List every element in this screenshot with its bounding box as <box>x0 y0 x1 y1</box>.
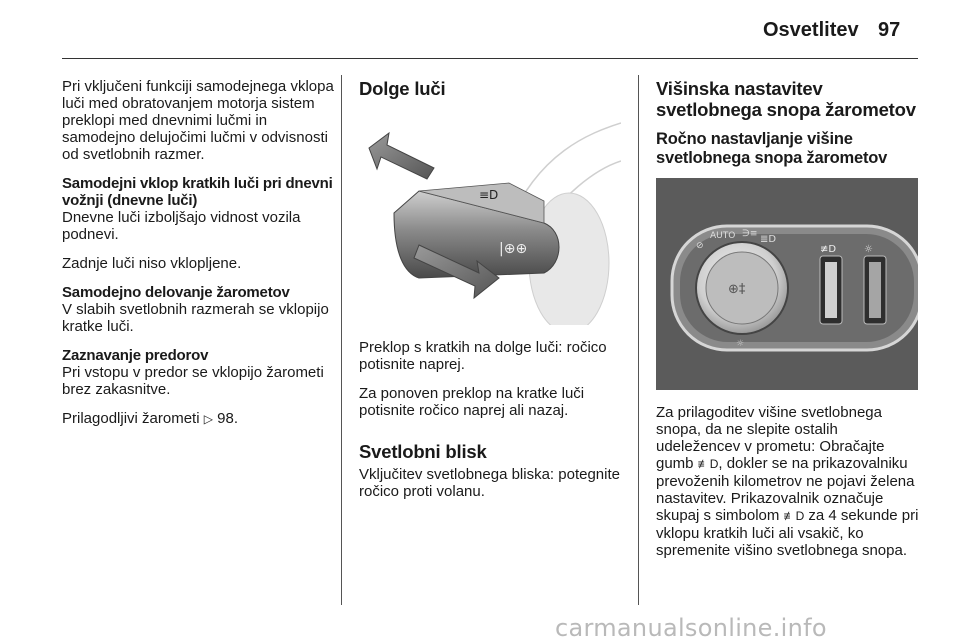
drl-paragraph: Dnevne luči izboljšajo vidnost vozila podnevi. <box>62 209 301 243</box>
headlight-range-paragraph <box>656 404 926 559</box>
range-wheel-highlight <box>825 262 837 318</box>
high-beam-heading: Dolge luči <box>359 78 446 99</box>
tunnel-paragraph: Pri vstopu v predor se vklopijo žarometi brez zakasnitve. <box>62 364 324 398</box>
off-symbol: ⊘ <box>696 241 704 251</box>
page-header <box>0 0 960 62</box>
flash-paragraph: Vključitev svetlobnega bliska: potegnite ročico proti volanu. <box>359 466 620 500</box>
range-text-part-2: , dokler se na prikazovalniku prevoženih kilometrov ne pojavi želena nastavitev. Prikazovalnik označuje skupaj s simbolom <box>656 455 915 524</box>
headlight-level-icon: ≢D <box>697 457 719 471</box>
dimmer-wheel-highlight <box>869 262 881 318</box>
page-title: Osvetlitev <box>763 19 859 41</box>
header-rule <box>62 58 918 59</box>
high-beam-symbol: ≡D <box>479 188 499 202</box>
sun-symbol: ☼ <box>736 339 745 349</box>
auto-paragraph: V slabih svetlobnih razmerah se vklopijo kratke luči. <box>62 301 329 335</box>
column-divider-1 <box>341 75 342 605</box>
intro-paragraph: Pri vključeni funkciji samodejnega vklopa luči med obratovanjem motorja sistem preklopi med dnevnimi lučmi in samodejno delujočimi lučmi v odvisnosti od svetlobnih razmer. <box>62 78 334 163</box>
adaptive-paragraph <box>62 410 334 428</box>
high-beam-stalk-illustration <box>359 113 621 325</box>
column-divider-2 <box>638 75 639 605</box>
flash-heading: Svetlobni blisk <box>359 441 487 462</box>
range-text-part-1: Za prilagoditev višine svetlobnega snopa, da ne slepite ostalih udeležencev v prometu: Obračajte gumb <box>656 404 885 472</box>
headlight-range-heading: Višinska nastavitev svetlobnega snopa žarometov <box>656 78 916 120</box>
column-1 <box>62 78 334 440</box>
watermark: carmanualsonline.info <box>555 614 827 642</box>
high-beam-paragraph-1: Preklop s kratkih na dolge luči: ročico potisnite naprej. <box>359 339 607 373</box>
headlight-level-icon-2: ≢D <box>783 509 805 523</box>
dimmer-symbol: ☼ <box>864 244 873 255</box>
high-beam-paragraph-2: Za ponoven preklop na kratke luči potisnite ročico naprej ali nazaj. <box>359 385 585 419</box>
column-2 <box>359 78 631 512</box>
parking-light-symbol: ∋≡ <box>742 229 758 239</box>
fog-symbols: |⊕⊕ <box>499 241 528 257</box>
light-switch-panel-illustration <box>656 178 918 390</box>
headlight-level-symbol: ≢D <box>820 244 837 255</box>
range-text-part-3: za 4 sekunde pri vklopu kratkih luči ali vsakič, ko spremenite višino svetlobnega snopa. <box>656 507 919 559</box>
drl-rear-paragraph: Zadnje luči niso vklopljene. <box>62 255 242 272</box>
adaptive-text: Prilagodljivi žarometi <box>62 410 200 427</box>
fog-light-symbol: ⊕‡ <box>728 282 746 297</box>
column-3 <box>656 78 926 571</box>
tunnel-heading: Zaznavanje predorov <box>62 347 209 364</box>
page-number: 97 <box>878 19 901 41</box>
auto-label: AUTO <box>710 231 736 241</box>
auto-heading: Samodejno delovanje žarometov <box>62 284 290 301</box>
adaptive-page-ref[interactable]: 98. <box>217 410 238 427</box>
manual-range-heading: Ročno nastavljanje višine svetlobnega snopa žarometov <box>656 130 888 167</box>
page-reference-icon: ▷ <box>203 412 213 426</box>
drl-heading: Samodejni vklop kratkih luči pri dnevni vožnji (dnevne luči) <box>62 175 333 209</box>
low-beam-symbol: ≣D <box>760 234 777 245</box>
